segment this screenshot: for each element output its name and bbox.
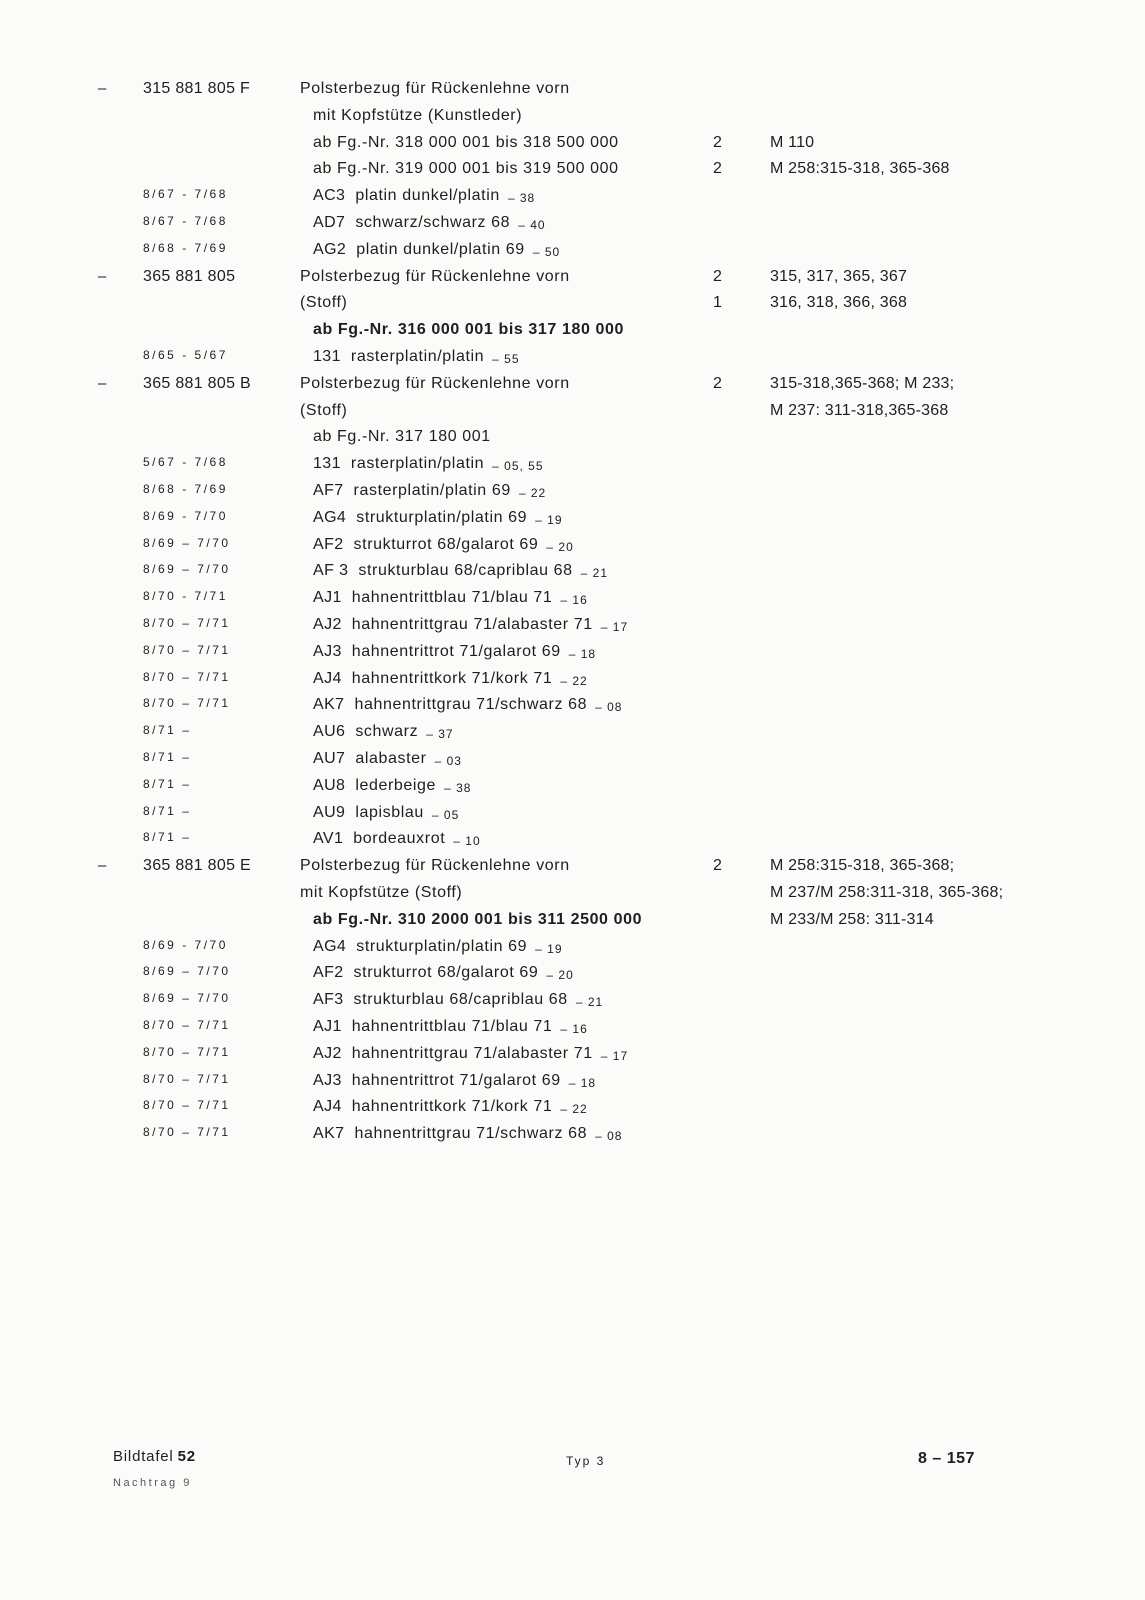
production-period: 8/71 – (143, 750, 192, 764)
color-code: AJ4 (313, 1098, 342, 1116)
color-code: AF2 (313, 964, 344, 982)
part-description-detail: ab Fg.-Nr. 318 000 001 bis 318 500 000 (313, 133, 619, 151)
table-row (0, 294, 1145, 321)
color-name: lederbeige (355, 776, 437, 794)
color-name: platin dunkel/platin 69 (356, 240, 525, 258)
color-name: hahnentrittkork 71/kork 71 (351, 669, 553, 687)
color-number: – 08 (595, 1129, 623, 1144)
part-number: 365 881 805 B (143, 374, 251, 392)
table-row (0, 911, 1145, 938)
color-name: hahnentrittgrau 71/schwarz 68 (354, 696, 588, 714)
table-row (0, 214, 1145, 241)
page-number: 8 – 157 (918, 1450, 975, 1467)
table-row (0, 241, 1145, 268)
color-number: – 03 (434, 754, 462, 768)
production-period: 8/65 - 5/67 (143, 348, 228, 362)
color-number: – 37 (426, 727, 454, 742)
color-number: – 16 (560, 593, 588, 608)
table-row (0, 723, 1145, 750)
color-number: – 38 (444, 780, 472, 795)
table-row (0, 1125, 1145, 1152)
color-code: AD7 (313, 214, 346, 231)
color-name: hahnentrittrot 71/galarot 69 (351, 642, 561, 660)
color-number: – 05, 55 (492, 459, 544, 474)
table-row (0, 1018, 1145, 1045)
remarks: M 233/M 258: 311-314 (770, 910, 934, 928)
table-row (0, 777, 1145, 804)
production-period: 8/67 - 7/68 (143, 187, 228, 202)
new-part-marker: – (98, 80, 107, 97)
color-name: rasterplatin/platin (350, 348, 485, 365)
color-code: AJ2 (313, 1044, 342, 1062)
table-row (0, 938, 1145, 965)
color-code: AJ1 (313, 589, 342, 607)
part-description: Polsterbezug für Rückenlehne vorn (300, 857, 570, 875)
color-name: platin dunkel/platin (355, 187, 500, 205)
color-name: strukturblau 68/capriblau 68 (353, 991, 568, 1009)
table-row (0, 1045, 1145, 1072)
table-row (0, 589, 1145, 616)
color-code: AF 3 (313, 562, 349, 580)
part-description: mit Kopfstütze (Stoff) (300, 884, 463, 901)
quantity: 1 (713, 294, 722, 312)
color-code: AF7 (313, 482, 344, 499)
color-number: – 16 (560, 1022, 588, 1036)
table-row (0, 482, 1145, 509)
production-period: 8/69 - 7/70 (143, 508, 228, 523)
color-number: – 38 (507, 191, 536, 206)
color-name: hahnentrittgrau 71/alabaster 71 (351, 1044, 593, 1062)
table-row (0, 670, 1145, 697)
production-period: 8/70 – 7/71 (143, 1044, 231, 1059)
production-period: 8/70 – 7/71 (143, 616, 231, 630)
quantity: 2 (713, 160, 722, 178)
table-row (0, 991, 1145, 1018)
color-number: – 22 (560, 1102, 588, 1117)
remarks: 315-318,365-368; M 233; (770, 374, 955, 392)
color-name: hahnentrittgrau 71/alabaster 71 (351, 616, 593, 633)
production-period: 8/68 - 7/69 (143, 240, 228, 255)
color-number: – 17 (600, 1048, 629, 1063)
part-description: Polsterbezug für Rückenlehne vorn (300, 80, 570, 97)
table-row (0, 134, 1145, 161)
table-row (0, 348, 1145, 375)
table-row (0, 402, 1145, 429)
new-part-marker: – (98, 857, 107, 875)
quantity: 2 (713, 267, 722, 285)
remarks: 316, 318, 366, 368 (770, 294, 908, 312)
color-name: strukturplatin/platin 69 (356, 937, 528, 955)
table-row (0, 375, 1145, 402)
color-name: hahnentrittrot 71/galarot 69 (351, 1071, 561, 1089)
color-number: – 08 (595, 700, 623, 715)
color-code: AC3 (313, 187, 346, 205)
color-code: AU9 (313, 803, 346, 821)
remarks: M 110 (770, 133, 815, 151)
color-name: strukturplatin/platin 69 (356, 508, 528, 526)
table-row (0, 750, 1145, 777)
remarks: M 237/M 258:311-318, 365-368; (770, 884, 1004, 901)
color-number: – 40 (518, 218, 546, 232)
production-period: 8/67 - 7/68 (143, 214, 228, 228)
table-row (0, 321, 1145, 348)
plate-label: Bildtafel (113, 1448, 174, 1465)
color-number: – 19 (535, 512, 563, 527)
color-code: AJ3 (313, 1071, 342, 1089)
production-period: 8/69 – 7/70 (143, 964, 231, 979)
color-number: – 21 (580, 566, 609, 581)
production-period: 5/67 - 7/68 (143, 455, 228, 470)
color-name: rasterplatin/platin 69 (353, 482, 511, 499)
vehicle-type: Typ 3 (566, 1454, 606, 1468)
production-period: 8/71 – (143, 803, 192, 818)
color-name: lapisblau (355, 803, 424, 821)
color-number: – 22 (518, 486, 547, 500)
table-row (0, 884, 1145, 911)
production-period: 8/70 - 7/71 (143, 589, 228, 604)
color-number: – 21 (575, 995, 604, 1010)
production-period: 8/71 – (143, 723, 192, 738)
table-row (0, 643, 1145, 670)
color-code: AF3 (313, 991, 344, 1009)
production-period: 8/70 – 7/71 (143, 1018, 231, 1032)
color-code: AK7 (313, 696, 345, 714)
color-code: AJ1 (313, 1018, 342, 1035)
color-number: – 55 (492, 352, 520, 366)
table-row (0, 428, 1145, 455)
table-row (0, 455, 1145, 482)
remarks: 315, 317, 365, 367 (770, 267, 908, 285)
part-number: 315 881 805 F (143, 80, 251, 97)
table-row (0, 830, 1145, 857)
table-row (0, 187, 1145, 214)
table-row (0, 857, 1145, 884)
color-number: – 18 (568, 1075, 597, 1090)
color-code: AV1 (313, 830, 344, 848)
part-description: Polsterbezug für Rückenlehne vorn (300, 374, 570, 392)
color-name: strukturblau 68/capriblau 68 (358, 562, 573, 580)
color-code: AG4 (313, 937, 347, 955)
production-period: 8/69 – 7/70 (143, 991, 231, 1006)
color-number: – 19 (535, 941, 563, 956)
production-period: 8/70 – 7/71 (143, 1125, 231, 1140)
color-code: AJ2 (313, 616, 342, 633)
color-name: bordeauxrot (353, 830, 446, 848)
color-name: schwarz (355, 723, 419, 741)
production-period: 8/70 – 7/71 (143, 1071, 231, 1086)
color-number: – 20 (546, 968, 574, 983)
production-period: 8/69 – 7/70 (143, 562, 231, 577)
color-code: AJ4 (313, 669, 342, 687)
table-row (0, 964, 1145, 991)
color-code: AK7 (313, 1125, 345, 1143)
table-row (0, 804, 1145, 831)
color-name: alabaster (355, 750, 427, 767)
color-code: AU7 (313, 750, 346, 767)
production-period: 8/70 – 7/71 (143, 1098, 231, 1113)
part-description-detail: ab Fg.-Nr. 319 000 001 bis 319 500 000 (313, 160, 619, 178)
page-footer (0, 1448, 1145, 1508)
color-name: strukturrot 68/galarot 69 (353, 964, 539, 982)
color-code: AF2 (313, 535, 344, 553)
color-code: AU6 (313, 723, 346, 741)
part-description: (Stoff) (300, 294, 348, 312)
plate-number: 52 (177, 1448, 196, 1465)
part-number: 365 881 805 (143, 267, 236, 285)
color-name: strukturrot 68/galarot 69 (353, 535, 539, 553)
quantity: 2 (713, 374, 722, 392)
table-row (0, 160, 1145, 187)
table-row (0, 509, 1145, 536)
table-row (0, 107, 1145, 134)
color-name: schwarz/schwarz 68 (355, 214, 511, 231)
color-number: – 10 (453, 834, 481, 849)
remarks: M 237: 311-318,365-368 (770, 401, 949, 419)
quantity: 2 (713, 133, 722, 151)
color-name: hahnentrittblau 71/blau 71 (351, 589, 553, 607)
table-row (0, 268, 1145, 295)
color-code: AG4 (313, 508, 347, 526)
new-part-marker: – (98, 374, 107, 392)
color-code: AU8 (313, 776, 346, 794)
color-number: – 20 (546, 539, 574, 554)
production-period: 8/69 – 7/70 (143, 535, 231, 550)
table-row (0, 562, 1145, 589)
chassis-range: ab Fg.-Nr. 310 2000 001 bis 311 2500 000 (313, 910, 643, 928)
color-number: – 18 (568, 646, 597, 661)
table-row (0, 616, 1145, 643)
production-period: 8/70 – 7/71 (143, 696, 231, 711)
production-period: 8/71 – (143, 830, 192, 845)
production-period: 8/71 – (143, 776, 192, 791)
color-number: – 17 (600, 620, 629, 634)
color-number: – 50 (532, 244, 561, 259)
color-code: 131 (313, 348, 341, 365)
color-name: hahnentrittkork 71/kork 71 (351, 1098, 553, 1116)
table-row (0, 80, 1145, 107)
table-row (0, 696, 1145, 723)
production-period: 8/70 – 7/71 (143, 669, 231, 684)
production-period: 8/69 - 7/70 (143, 937, 228, 952)
part-description-detail: ab Fg.-Nr. 317 180 001 (313, 428, 491, 446)
color-number: – 05 (431, 807, 460, 822)
part-description-detail: mit Kopfstütze (Kunstleder) (313, 106, 523, 124)
part-description: Polsterbezug für Rückenlehne vorn (300, 267, 570, 285)
color-name: rasterplatin/platin (350, 455, 485, 473)
color-number: – 22 (560, 673, 588, 688)
color-name: hahnentrittgrau 71/schwarz 68 (354, 1125, 588, 1143)
table-row (0, 1072, 1145, 1099)
remarks: M 258:315-318, 365-368 (770, 160, 950, 178)
quantity: 2 (713, 857, 722, 875)
supplement-label: Nachtrag 9 (113, 1477, 192, 1489)
production-period: 8/70 – 7/71 (143, 642, 231, 657)
table-row (0, 536, 1145, 563)
table-row (0, 1098, 1145, 1125)
new-part-marker: – (98, 267, 107, 285)
color-name: hahnentrittblau 71/blau 71 (351, 1018, 553, 1035)
color-code: 131 (313, 455, 341, 473)
chassis-range: ab Fg.-Nr. 316 000 001 bis 317 180 000 (313, 321, 624, 339)
part-number: 365 881 805 E (143, 857, 251, 875)
color-code: AJ3 (313, 642, 342, 660)
plate-reference (113, 1448, 196, 1465)
remarks: M 258:315-318, 365-368; (770, 857, 955, 875)
production-period: 8/68 - 7/69 (143, 482, 228, 496)
part-description: (Stoff) (300, 401, 348, 419)
color-code: AG2 (313, 240, 347, 258)
